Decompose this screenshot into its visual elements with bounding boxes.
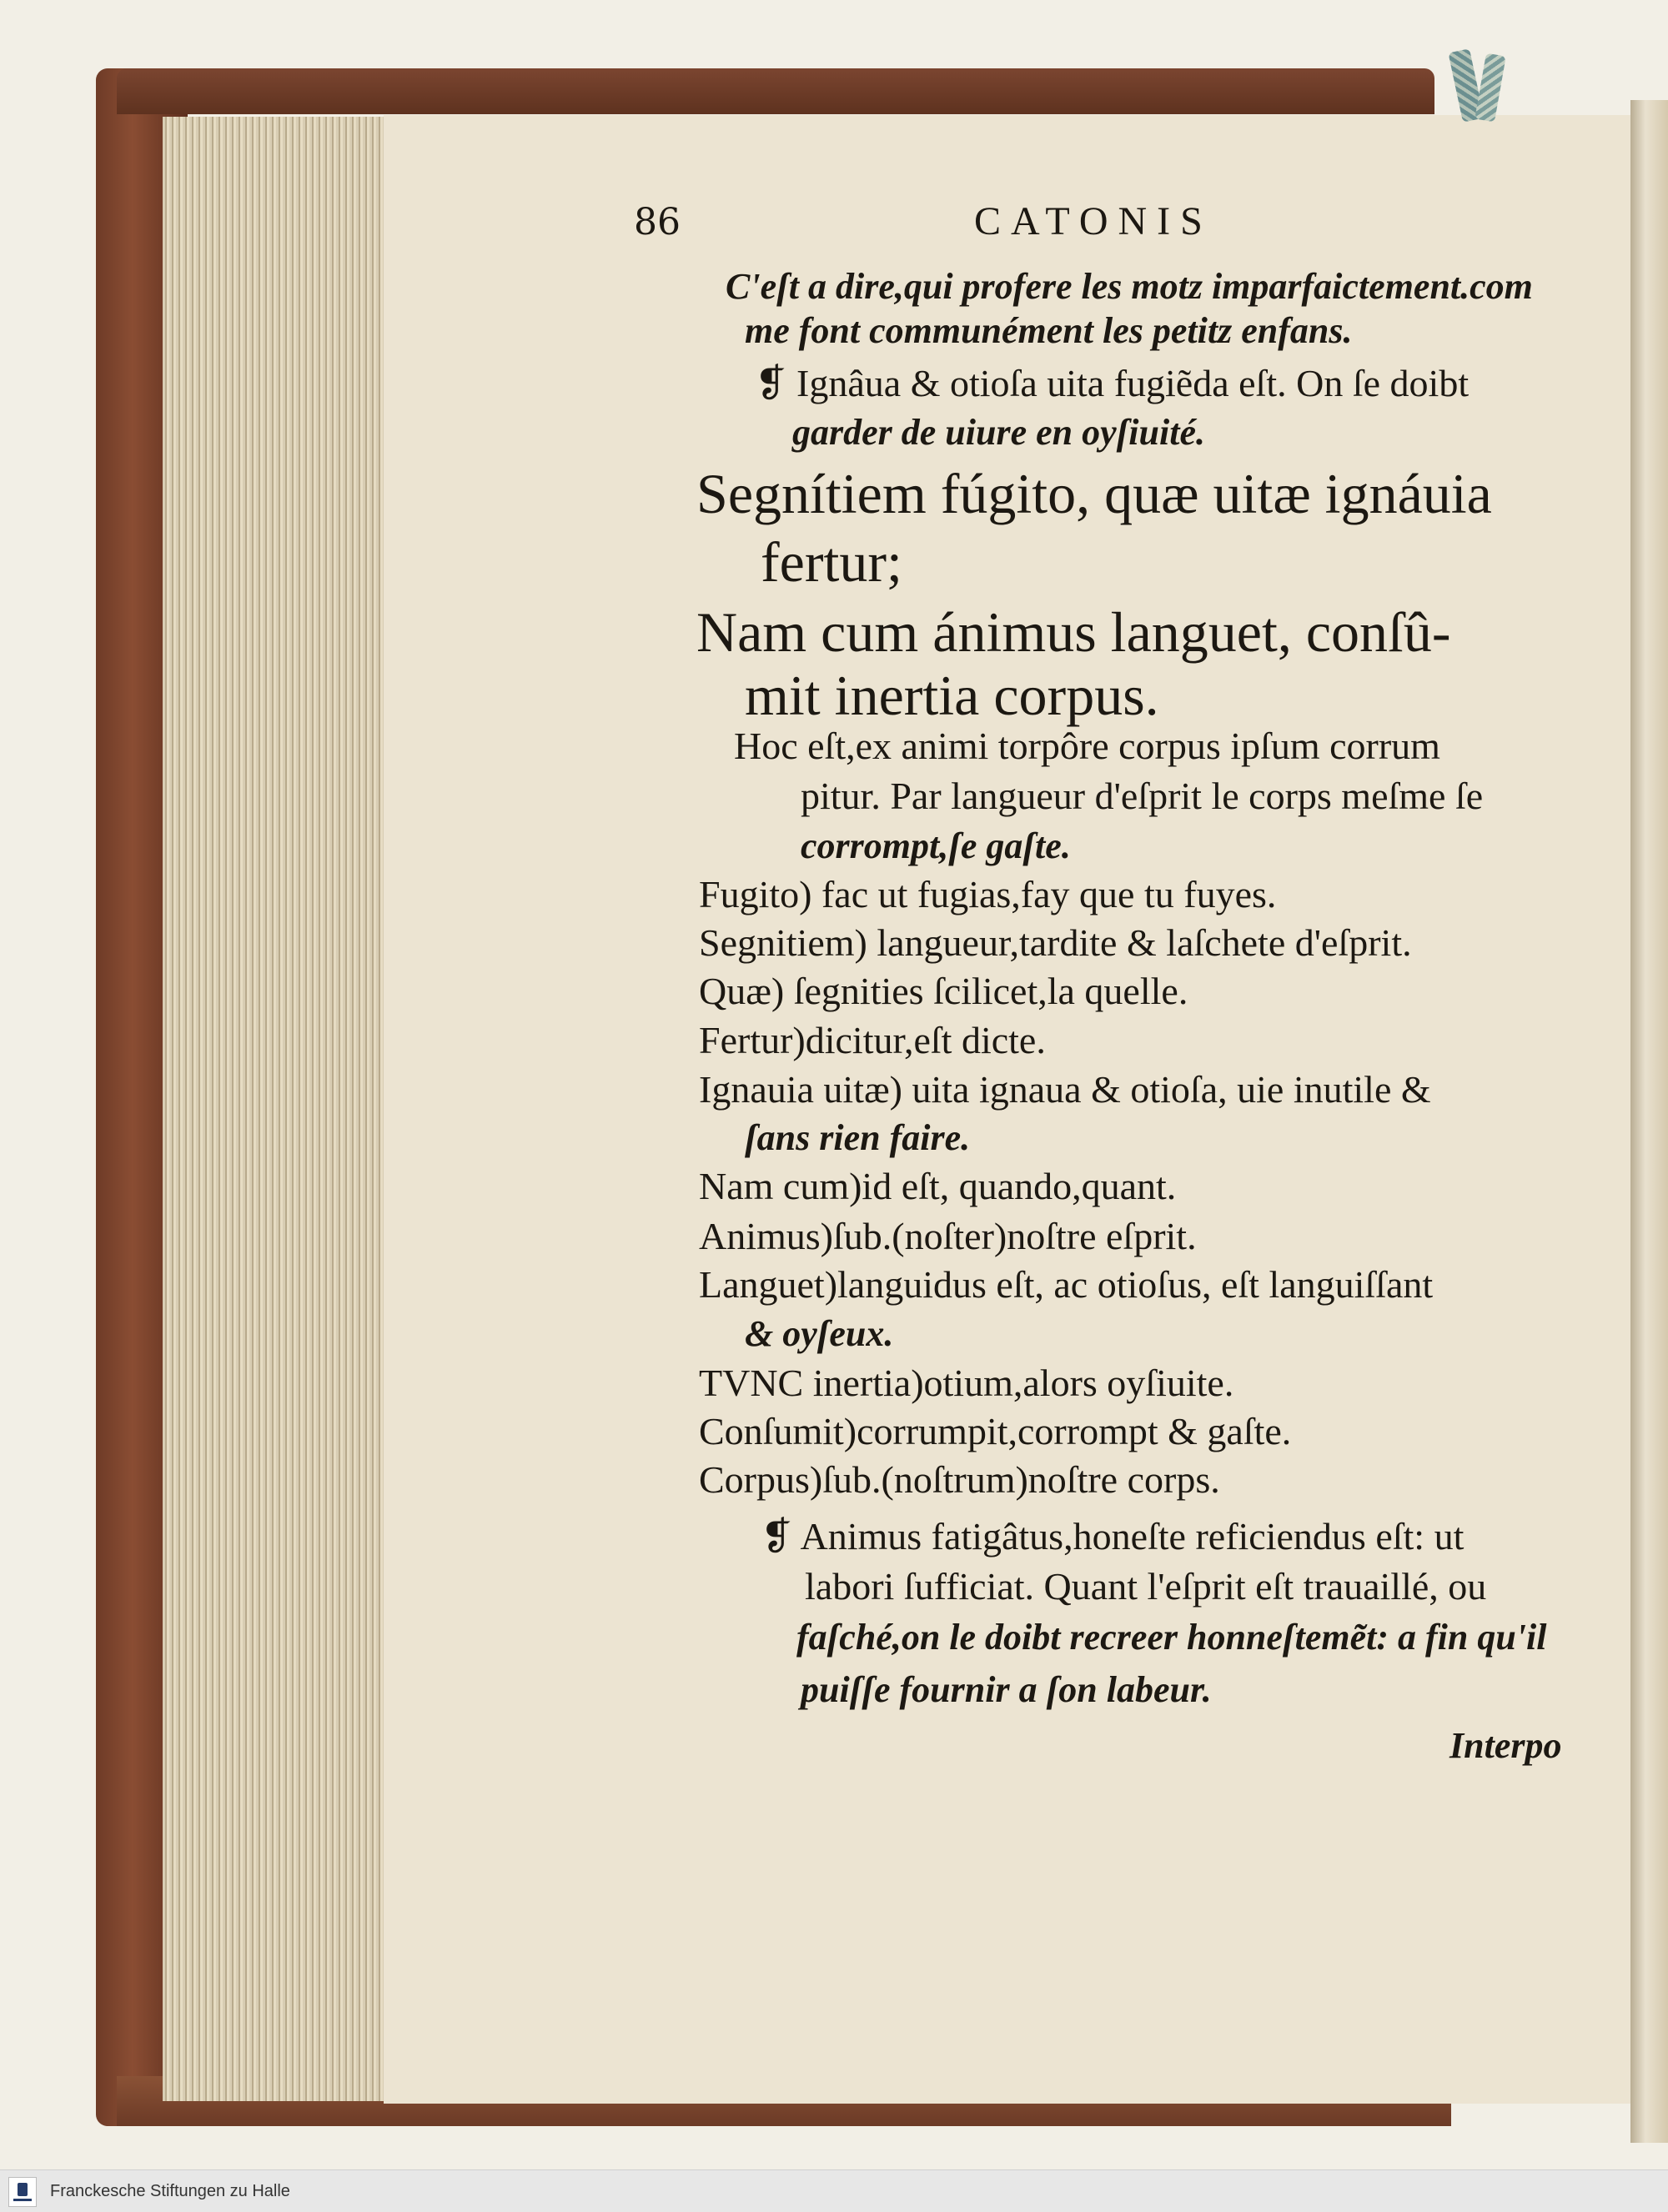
gloss-line-7: Nam cum)id eſt, quando,quant. bbox=[699, 1165, 1177, 1207]
viewer-footer bbox=[0, 2169, 1668, 2212]
text-line-10: pitur. Par langueur d'eſprit le corps meſme ſe bbox=[801, 775, 1484, 817]
text-line-3: ❡ Ignâua & otioſa uita fugiẽda eſt. On ſe doibt bbox=[755, 362, 1470, 404]
gloss-line-12: Conſumit)corrumpit,corrompt & gaſte. bbox=[699, 1410, 1292, 1452]
gloss-line-4: Fertur)dicitur,eſt dicte. bbox=[699, 1019, 1046, 1061]
text-line-4: garder de uiure en oyſiuité. bbox=[792, 412, 1205, 453]
verse-line-4: mit inertia corpus. bbox=[745, 664, 1159, 727]
text-line-2: me font communément les petitz enfans. bbox=[745, 310, 1353, 351]
text-line-11: corrompt,ſe gaſte. bbox=[801, 825, 1071, 866]
text-line-1: C'eſt a dire,qui profere les motz imparfaictement.com bbox=[726, 266, 1533, 307]
text-line-25: ❡ Animus fatigâtus,honeſte reficiendus eſt: ut bbox=[761, 1515, 1465, 1557]
verse-line-1: Segnítiem fúgito, quæ uitæ ignáuia bbox=[696, 462, 1492, 525]
gloss-line-1: Fugito) fac ut fugias,fay que tu fuyes. bbox=[699, 873, 1277, 915]
gloss-line-9: Languet)languidus eſt, ac otioſus, eſt languiſſant bbox=[699, 1263, 1434, 1306]
gloss-line-5: Ignauia uitæ) uita ignaua & otioſa, uie inutile & bbox=[699, 1068, 1431, 1111]
page-gutter bbox=[1630, 100, 1668, 2143]
gloss-line-2: Segnitiem) langueur,tardite & laſchete d'eſprit. bbox=[699, 921, 1412, 964]
text-line-28: puiſſe fournir a ſon labeur. bbox=[801, 1669, 1212, 1710]
page-edges bbox=[163, 117, 388, 2101]
verse-line-3: Nam cum ánimus languet, conſû- bbox=[696, 600, 1451, 664]
gloss-line-10: & oyſeux. bbox=[745, 1313, 894, 1354]
bookmark-ribbon-icon-2 bbox=[1475, 53, 1506, 123]
catchword: Interpo bbox=[1449, 1725, 1562, 1766]
page-number: 86 bbox=[634, 201, 681, 243]
gloss-line-6: ſans rien faire. bbox=[745, 1117, 971, 1158]
institution-name[interactable]: Franckesche Stiftungen zu Halle bbox=[50, 2182, 290, 2200]
text-line-27: faſché,on le doibt recreer honneſtemẽt: a fin qu'il bbox=[796, 1617, 1547, 1658]
running-head: CATONIS bbox=[974, 199, 1213, 243]
verse-line-2: fertur; bbox=[761, 530, 902, 594]
text-line-26: labori ſufficiat. Quant l'eſprit eſt trauaillé, ou bbox=[805, 1565, 1487, 1608]
book-cover-top bbox=[117, 68, 1434, 114]
gloss-line-3: Quæ) ſegnities ſcilicet,la quelle. bbox=[699, 970, 1188, 1012]
institution-logo-icon[interactable] bbox=[8, 2177, 37, 2207]
gloss-line-8: Animus)ſub.(noſter)noſtre eſprit. bbox=[699, 1215, 1197, 1257]
gloss-line-11: TVNC inertia)otium,alors oyſiuite. bbox=[699, 1362, 1234, 1404]
gloss-line-13: Corpus)ſub.(noſtrum)noſtre corps. bbox=[699, 1458, 1220, 1501]
text-line-9: Hoc eſt,ex animi torpôre corpus ipſum corrum bbox=[734, 725, 1440, 767]
